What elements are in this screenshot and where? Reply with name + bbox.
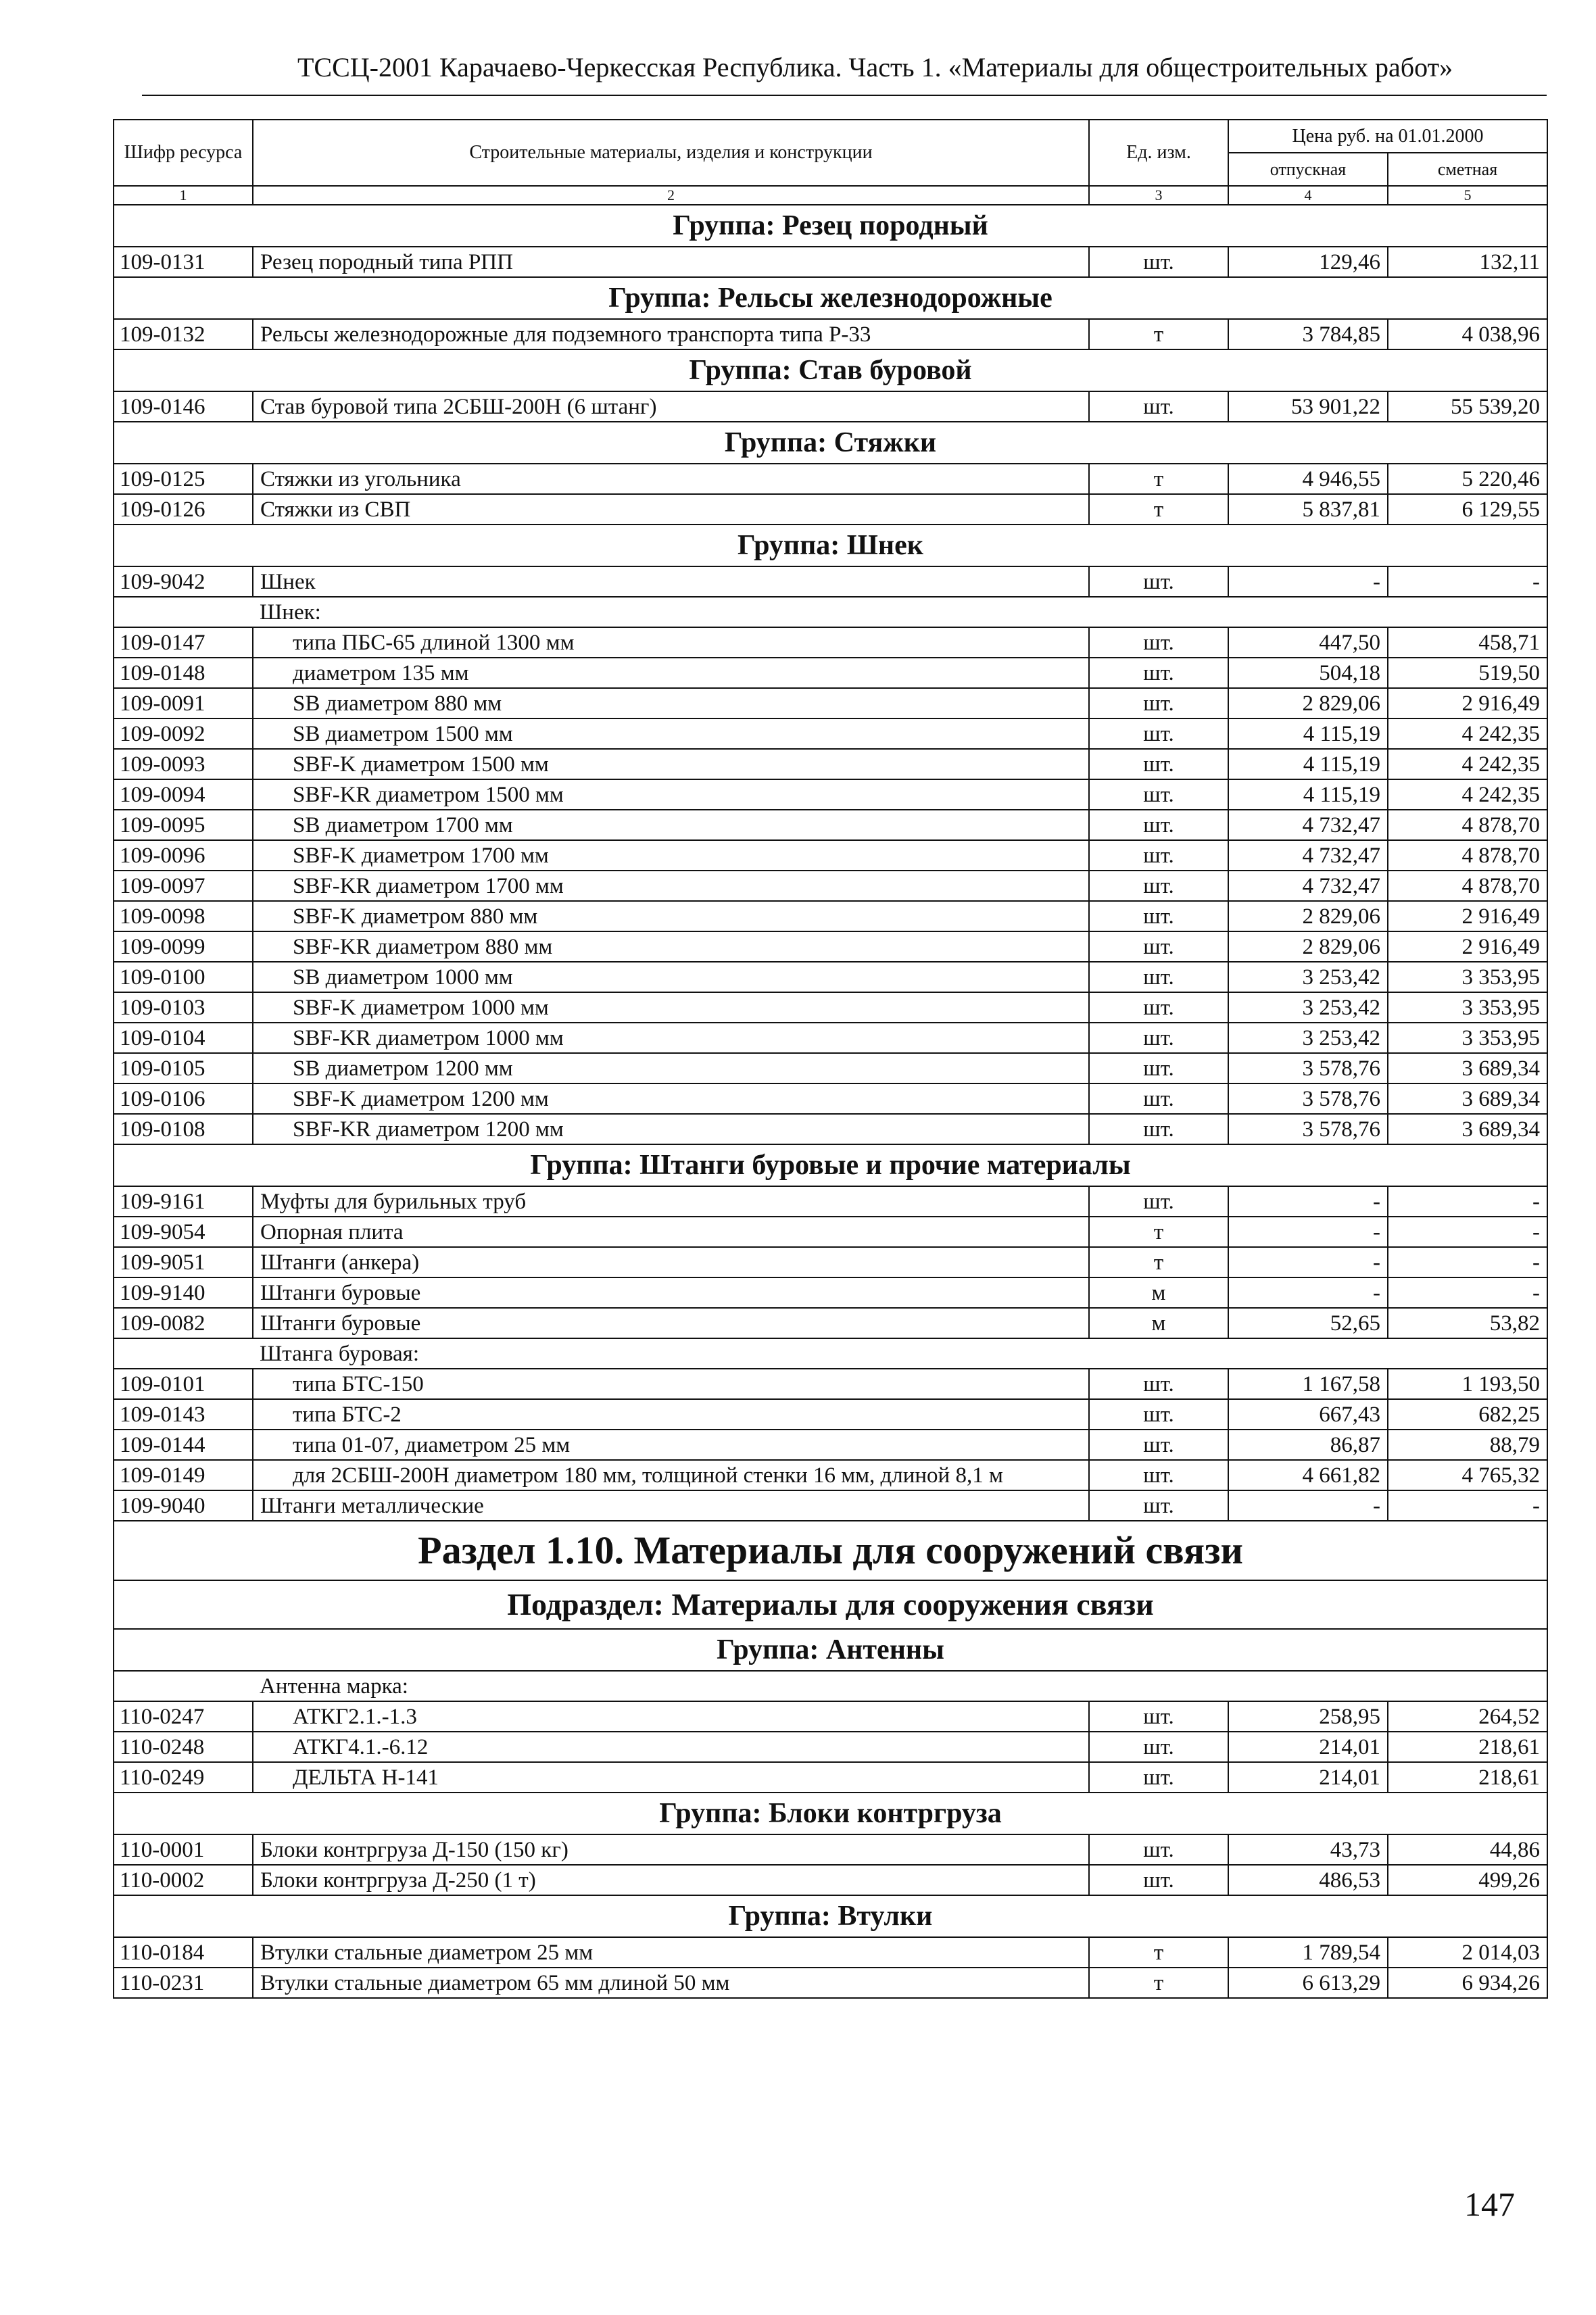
estimate-price: 53,82: [1388, 1308, 1547, 1338]
resource-code: 109-0104: [114, 1023, 253, 1053]
release-price: 43,73: [1228, 1834, 1388, 1865]
table-row: [114, 1369, 1547, 1399]
estimate-price: 6 129,55: [1388, 494, 1547, 525]
release-price: 4 946,55: [1228, 464, 1388, 494]
resource-code: 110-0249: [114, 1762, 253, 1793]
group-heading-row: [114, 1793, 1547, 1834]
table-row: [114, 1186, 1547, 1217]
resource-code: 110-0231: [114, 1968, 253, 1998]
resource-code: 109-0092: [114, 718, 253, 749]
release-price: 3 578,76: [1228, 1053, 1388, 1083]
unit-of-measure: шт.: [1089, 658, 1228, 688]
col-header-release-price: отпускная: [1228, 153, 1388, 186]
subsection-heading: Подраздел: Материалы для сооружения связи: [114, 1580, 1547, 1629]
empty-cell: [114, 1338, 253, 1369]
table-row: [114, 688, 1547, 718]
resource-code: 109-0096: [114, 840, 253, 871]
unit-of-measure: м: [1089, 1308, 1228, 1338]
unit-of-measure: шт.: [1089, 1053, 1228, 1083]
resource-code: 109-0149: [114, 1460, 253, 1490]
table-row: [114, 1053, 1547, 1083]
table-row: [114, 391, 1547, 422]
estimate-price: 3 353,95: [1388, 1023, 1547, 1053]
group-heading: Группа: Став буровой: [114, 349, 1547, 391]
unit-of-measure: шт.: [1089, 1732, 1228, 1762]
subgroup-label: Штанга буровая:: [260, 1341, 420, 1366]
unit-of-measure: шт.: [1089, 1762, 1228, 1793]
estimate-price: 682,25: [1388, 1399, 1547, 1430]
unit-of-measure: шт.: [1089, 688, 1228, 718]
material-name: SBF-KR диаметром 1200 мм: [253, 1114, 1089, 1144]
table-row: [114, 1460, 1547, 1490]
table-row: [114, 1865, 1547, 1895]
release-price: 129,46: [1228, 247, 1388, 277]
unit-of-measure: шт.: [1089, 718, 1228, 749]
group-heading: Группа: Втулки: [114, 1895, 1547, 1937]
material-name: Опорная плита: [253, 1217, 1089, 1247]
material-name: типа БТС-2: [253, 1399, 1089, 1430]
resource-code: 109-0100: [114, 962, 253, 992]
material-name: Стяжки из СВП: [253, 494, 1089, 525]
table-row: [114, 962, 1547, 992]
estimate-price: 519,50: [1388, 658, 1547, 688]
resource-code: 109-0097: [114, 871, 253, 901]
material-name: диаметром 135 мм: [253, 658, 1089, 688]
unit-of-measure: т: [1089, 1968, 1228, 1998]
material-name: SBF-K диаметром 1500 мм: [253, 749, 1089, 779]
estimate-price: 3 353,95: [1388, 992, 1547, 1023]
material-name: SBF-K диаметром 1000 мм: [253, 992, 1089, 1023]
table-row: [114, 1308, 1547, 1338]
resource-code: 109-0143: [114, 1399, 253, 1430]
estimate-price: 458,71: [1388, 627, 1547, 658]
estimate-price: 499,26: [1388, 1865, 1547, 1895]
unit-of-measure: шт.: [1089, 1834, 1228, 1865]
material-name: SBF-KR диаметром 880 мм: [253, 931, 1089, 962]
material-name: Блоки контргруза Д-150 (150 кг): [253, 1834, 1089, 1865]
release-price: 3 253,42: [1228, 962, 1388, 992]
release-price: 4 732,47: [1228, 840, 1388, 871]
material-name: SBF-KR диаметром 1000 мм: [253, 1023, 1089, 1053]
col-number: 1: [114, 186, 253, 205]
table-row: [114, 810, 1547, 840]
estimate-price: 2 014,03: [1388, 1937, 1547, 1968]
unit-of-measure: т: [1089, 1217, 1228, 1247]
group-heading-row: [114, 422, 1547, 464]
resource-code: 109-9040: [114, 1490, 253, 1521]
materials-table: [113, 119, 1548, 1999]
unit-of-measure: шт.: [1089, 1865, 1228, 1895]
page-header: ТССЦ-2001 Карачаево-Черкесская Республика. Часть 1. «Материалы для общестроительных работ»: [297, 52, 1453, 82]
resource-code: 110-0248: [114, 1732, 253, 1762]
col-header-name: Строительные материалы, изделия и конструкции: [253, 120, 1089, 186]
estimate-price: -: [1388, 1247, 1547, 1277]
table-row: [114, 779, 1547, 810]
table-row: [114, 1114, 1547, 1144]
estimate-price: -: [1388, 566, 1547, 597]
resource-code: 109-0093: [114, 749, 253, 779]
material-name: Став буровой типа 2СБШ-200Н (6 штанг): [253, 391, 1089, 422]
estimate-price: -: [1388, 1217, 1547, 1247]
material-name: Штанги (анкера): [253, 1247, 1089, 1277]
estimate-price: 3 689,34: [1388, 1083, 1547, 1114]
unit-of-measure: шт.: [1089, 840, 1228, 871]
release-price: 6 613,29: [1228, 1968, 1388, 1998]
table-row: [114, 992, 1547, 1023]
group-heading: Группа: Резец породный: [114, 205, 1547, 247]
material-name: Рельсы железнодорожные для подземного транспорта типа Р-33: [253, 319, 1089, 349]
unit-of-measure: м: [1089, 1277, 1228, 1308]
estimate-price: 2 916,49: [1388, 931, 1547, 962]
estimate-price: -: [1388, 1277, 1547, 1308]
unit-of-measure: т: [1089, 494, 1228, 525]
release-price: -: [1228, 1247, 1388, 1277]
table-row: [114, 247, 1547, 277]
release-price: 504,18: [1228, 658, 1388, 688]
page-number: 147: [1464, 2185, 1515, 2223]
estimate-price: 88,79: [1388, 1430, 1547, 1460]
unit-of-measure: шт.: [1089, 962, 1228, 992]
unit-of-measure: шт.: [1089, 1701, 1228, 1732]
estimate-price: 55 539,20: [1388, 391, 1547, 422]
release-price: 2 829,06: [1228, 931, 1388, 962]
release-price: 4 661,82: [1228, 1460, 1388, 1490]
table-row: [114, 840, 1547, 871]
table-row: [114, 1937, 1547, 1968]
unit-of-measure: шт.: [1089, 1114, 1228, 1144]
unit-of-measure: шт.: [1089, 749, 1228, 779]
release-price: -: [1228, 1490, 1388, 1521]
release-price: 53 901,22: [1228, 391, 1388, 422]
estimate-price: 6 934,26: [1388, 1968, 1547, 1998]
material-name: типа ПБС-65 длиной 1300 мм: [253, 627, 1089, 658]
material-name: ДЕЛЬТА Н-141: [253, 1762, 1089, 1793]
material-name: типа 01-07, диаметром 25 мм: [253, 1430, 1089, 1460]
resource-code: 109-0144: [114, 1430, 253, 1460]
material-name: SBF-KR диаметром 1500 мм: [253, 779, 1089, 810]
resource-code: 109-0108: [114, 1114, 253, 1144]
empty-cell: [1388, 1671, 1547, 1701]
unit-of-measure: т: [1089, 319, 1228, 349]
table-row: [114, 464, 1547, 494]
table-row: [114, 1083, 1547, 1114]
table-row: [114, 319, 1547, 349]
release-price: 1 789,54: [1228, 1937, 1388, 1968]
col-header-unit: Ед. изм.: [1089, 120, 1228, 186]
estimate-price: 4 878,70: [1388, 871, 1547, 901]
release-price: 52,65: [1228, 1308, 1388, 1338]
table-row: [114, 1762, 1547, 1793]
col-number: 2: [253, 186, 1089, 205]
release-price: 4 115,19: [1228, 718, 1388, 749]
material-name: SB диаметром 1000 мм: [253, 962, 1089, 992]
estimate-price: -: [1388, 1186, 1547, 1217]
resource-code: 109-0101: [114, 1369, 253, 1399]
group-heading-row: [114, 1895, 1547, 1937]
estimate-price: -: [1388, 1490, 1547, 1521]
col-number: 3: [1089, 186, 1228, 205]
unit-of-measure: шт.: [1089, 1023, 1228, 1053]
material-name: Муфты для бурильных труб: [253, 1186, 1089, 1217]
resource-code: 109-9140: [114, 1277, 253, 1308]
group-heading: Группа: Рельсы железнодорожные: [114, 277, 1547, 319]
material-name: Стяжки из угольника: [253, 464, 1089, 494]
section-heading: Раздел 1.10. Материалы для сооружений связи: [114, 1521, 1547, 1580]
unit-of-measure: шт.: [1089, 1490, 1228, 1521]
group-heading-row: [114, 525, 1547, 566]
material-name: АТКГ2.1.-1.3: [253, 1701, 1089, 1732]
table-row: [114, 749, 1547, 779]
release-price: -: [1228, 566, 1388, 597]
estimate-price: 4 242,35: [1388, 718, 1547, 749]
release-price: 3 253,42: [1228, 992, 1388, 1023]
group-heading: Группа: Антенны: [114, 1629, 1547, 1671]
col-header-estimate-price: сметная: [1388, 153, 1547, 186]
table-row: [114, 901, 1547, 931]
col-number: 4: [1228, 186, 1388, 205]
material-name: SB диаметром 880 мм: [253, 688, 1089, 718]
resource-code: 109-0126: [114, 494, 253, 525]
release-price: -: [1228, 1277, 1388, 1308]
group-heading: Группа: Штанги буровые и прочие материалы: [114, 1144, 1547, 1186]
unit-of-measure: т: [1089, 464, 1228, 494]
release-price: -: [1228, 1186, 1388, 1217]
empty-cell: [114, 1671, 253, 1701]
empty-cell: [1388, 597, 1547, 627]
estimate-price: 132,11: [1388, 247, 1547, 277]
material-name: АТКГ4.1.-6.12: [253, 1732, 1089, 1762]
resource-code: 109-9051: [114, 1247, 253, 1277]
material-name: SB диаметром 1500 мм: [253, 718, 1089, 749]
material-name: Блоки контргруза Д-250 (1 т): [253, 1865, 1089, 1895]
release-price: 1 167,58: [1228, 1369, 1388, 1399]
unit-of-measure: шт.: [1089, 1083, 1228, 1114]
release-price: -: [1228, 1217, 1388, 1247]
subgroup-label: Антенна марка:: [260, 1674, 408, 1699]
section-heading-row: [114, 1521, 1547, 1580]
empty-cell: [1388, 1338, 1547, 1369]
release-price: 3 784,85: [1228, 319, 1388, 349]
resource-code: 109-0132: [114, 319, 253, 349]
resource-code: 109-0106: [114, 1083, 253, 1114]
unit-of-measure: шт.: [1089, 627, 1228, 658]
estimate-price: 4 878,70: [1388, 840, 1547, 871]
table-row: [114, 1968, 1547, 1998]
material-name: Шнек: [253, 566, 1089, 597]
release-price: 667,43: [1228, 1399, 1388, 1430]
empty-cell: [114, 597, 253, 627]
table-row: [114, 1277, 1547, 1308]
table-row: [114, 1732, 1547, 1762]
unit-of-measure: т: [1089, 1247, 1228, 1277]
material-name: Резец породный типа РПП: [253, 247, 1089, 277]
unit-of-measure: шт.: [1089, 1369, 1228, 1399]
unit-of-measure: шт.: [1089, 992, 1228, 1023]
resource-code: 109-0103: [114, 992, 253, 1023]
unit-of-measure: шт.: [1089, 779, 1228, 810]
resource-code: 109-0147: [114, 627, 253, 658]
estimate-price: 2 916,49: [1388, 688, 1547, 718]
resource-code: 109-0131: [114, 247, 253, 277]
release-price: 86,87: [1228, 1430, 1388, 1460]
table-row: [114, 718, 1547, 749]
resource-code: 109-0098: [114, 901, 253, 931]
material-name: SBF-KR диаметром 1700 мм: [253, 871, 1089, 901]
estimate-price: 2 916,49: [1388, 901, 1547, 931]
material-name: Втулки стальные диаметром 25 мм: [253, 1937, 1089, 1968]
release-price: 3 578,76: [1228, 1083, 1388, 1114]
release-price: 258,95: [1228, 1701, 1388, 1732]
subgroup-label: Шнек:: [260, 600, 321, 625]
release-price: 5 837,81: [1228, 494, 1388, 525]
release-price: 3 253,42: [1228, 1023, 1388, 1053]
unit-of-measure: шт.: [1089, 931, 1228, 962]
resource-code: 110-0001: [114, 1834, 253, 1865]
unit-of-measure: т: [1089, 1937, 1228, 1968]
resource-code: 109-9161: [114, 1186, 253, 1217]
estimate-price: 3 689,34: [1388, 1053, 1547, 1083]
group-heading-row: [114, 1629, 1547, 1671]
group-heading-row: [114, 1144, 1547, 1186]
resource-code: 109-0091: [114, 688, 253, 718]
estimate-price: 4 038,96: [1388, 319, 1547, 349]
group-heading-row: [114, 277, 1547, 319]
estimate-price: 218,61: [1388, 1732, 1547, 1762]
unit-of-measure: шт.: [1089, 901, 1228, 931]
table-row: [114, 931, 1547, 962]
table-body: [114, 205, 1547, 1998]
unit-of-measure: шт.: [1089, 1399, 1228, 1430]
table-row: [114, 871, 1547, 901]
col-header-code: Шифр ресурса: [114, 120, 253, 186]
release-price: 3 578,76: [1228, 1114, 1388, 1144]
group-heading-row: [114, 349, 1547, 391]
unit-of-measure: шт.: [1089, 871, 1228, 901]
estimate-price: 3 689,34: [1388, 1114, 1547, 1144]
subsection-heading-row: [114, 1580, 1547, 1629]
header-rule: [142, 95, 1547, 96]
unit-of-measure: шт.: [1089, 1186, 1228, 1217]
table-row: [114, 1701, 1547, 1732]
table-row: [114, 1430, 1547, 1460]
table-row: [114, 627, 1547, 658]
estimate-price: 264,52: [1388, 1701, 1547, 1732]
resource-code: 109-0099: [114, 931, 253, 962]
release-price: 486,53: [1228, 1865, 1388, 1895]
resource-code: 109-0105: [114, 1053, 253, 1083]
table-row: [114, 566, 1547, 597]
table-row: [114, 1247, 1547, 1277]
table-row: [114, 1834, 1547, 1865]
group-heading: Группа: Блоки контргруза: [114, 1793, 1547, 1834]
estimate-price: 4 242,35: [1388, 749, 1547, 779]
subgroup-label-row: [114, 1338, 1547, 1369]
material-name: Штанги металлические: [253, 1490, 1089, 1521]
unit-of-measure: шт.: [1089, 247, 1228, 277]
estimate-price: 4 765,32: [1388, 1460, 1547, 1490]
release-price: 447,50: [1228, 627, 1388, 658]
release-price: 214,01: [1228, 1732, 1388, 1762]
resource-code: 109-0148: [114, 658, 253, 688]
group-heading: Группа: Стяжки: [114, 422, 1547, 464]
unit-of-measure: шт.: [1089, 391, 1228, 422]
estimate-price: 4 878,70: [1388, 810, 1547, 840]
resource-code: 109-9042: [114, 566, 253, 597]
resource-code: 110-0247: [114, 1701, 253, 1732]
estimate-price: 44,86: [1388, 1834, 1547, 1865]
table-row: [114, 1490, 1547, 1521]
resource-code: 109-0146: [114, 391, 253, 422]
material-name: SBF-K диаметром 1200 мм: [253, 1083, 1089, 1114]
subgroup-label-row: [114, 1671, 1547, 1701]
release-price: 2 829,06: [1228, 688, 1388, 718]
release-price: 4 732,47: [1228, 810, 1388, 840]
release-price: 2 829,06: [1228, 901, 1388, 931]
estimate-price: 4 242,35: [1388, 779, 1547, 810]
estimate-price: 1 193,50: [1388, 1369, 1547, 1399]
release-price: 214,01: [1228, 1762, 1388, 1793]
release-price: 4 115,19: [1228, 779, 1388, 810]
material-name: Втулки стальные диаметром 65 мм длиной 50 мм: [253, 1968, 1089, 1998]
material-name: Штанги буровые: [253, 1308, 1089, 1338]
material-name: для 2СБШ-200Н диаметром 180 мм, толщиной стенки 16 мм, длиной 8,1 м: [253, 1460, 1089, 1490]
unit-of-measure: шт.: [1089, 810, 1228, 840]
group-heading-row: [114, 205, 1547, 247]
table-row: [114, 1217, 1547, 1247]
release-price: 4 732,47: [1228, 871, 1388, 901]
table-row: [114, 494, 1547, 525]
resource-code: 109-0095: [114, 810, 253, 840]
estimate-price: 3 353,95: [1388, 962, 1547, 992]
unit-of-measure: шт.: [1089, 1460, 1228, 1490]
col-header-price: Цена руб. на 01.01.2000: [1228, 120, 1547, 153]
estimate-price: 5 220,46: [1388, 464, 1547, 494]
col-number: 5: [1388, 186, 1547, 205]
resource-code: 110-0002: [114, 1865, 253, 1895]
material-name: SBF-K диаметром 880 мм: [253, 901, 1089, 931]
material-name: Штанги буровые: [253, 1277, 1089, 1308]
resource-code: 109-0082: [114, 1308, 253, 1338]
estimate-price: 218,61: [1388, 1762, 1547, 1793]
material-name: SB диаметром 1700 мм: [253, 810, 1089, 840]
unit-of-measure: шт.: [1089, 566, 1228, 597]
table-row: [114, 658, 1547, 688]
material-name: типа БТС-150: [253, 1369, 1089, 1399]
material-name: SBF-K диаметром 1700 мм: [253, 840, 1089, 871]
resource-code: 110-0184: [114, 1937, 253, 1968]
resource-code: 109-0094: [114, 779, 253, 810]
group-heading: Группа: Шнек: [114, 525, 1547, 566]
table-row: [114, 1399, 1547, 1430]
material-name: SB диаметром 1200 мм: [253, 1053, 1089, 1083]
release-price: 4 115,19: [1228, 749, 1388, 779]
unit-of-measure: шт.: [1089, 1430, 1228, 1460]
subgroup-label-row: [114, 597, 1547, 627]
resource-code: 109-9054: [114, 1217, 253, 1247]
table-row: [114, 1023, 1547, 1053]
resource-code: 109-0125: [114, 464, 253, 494]
